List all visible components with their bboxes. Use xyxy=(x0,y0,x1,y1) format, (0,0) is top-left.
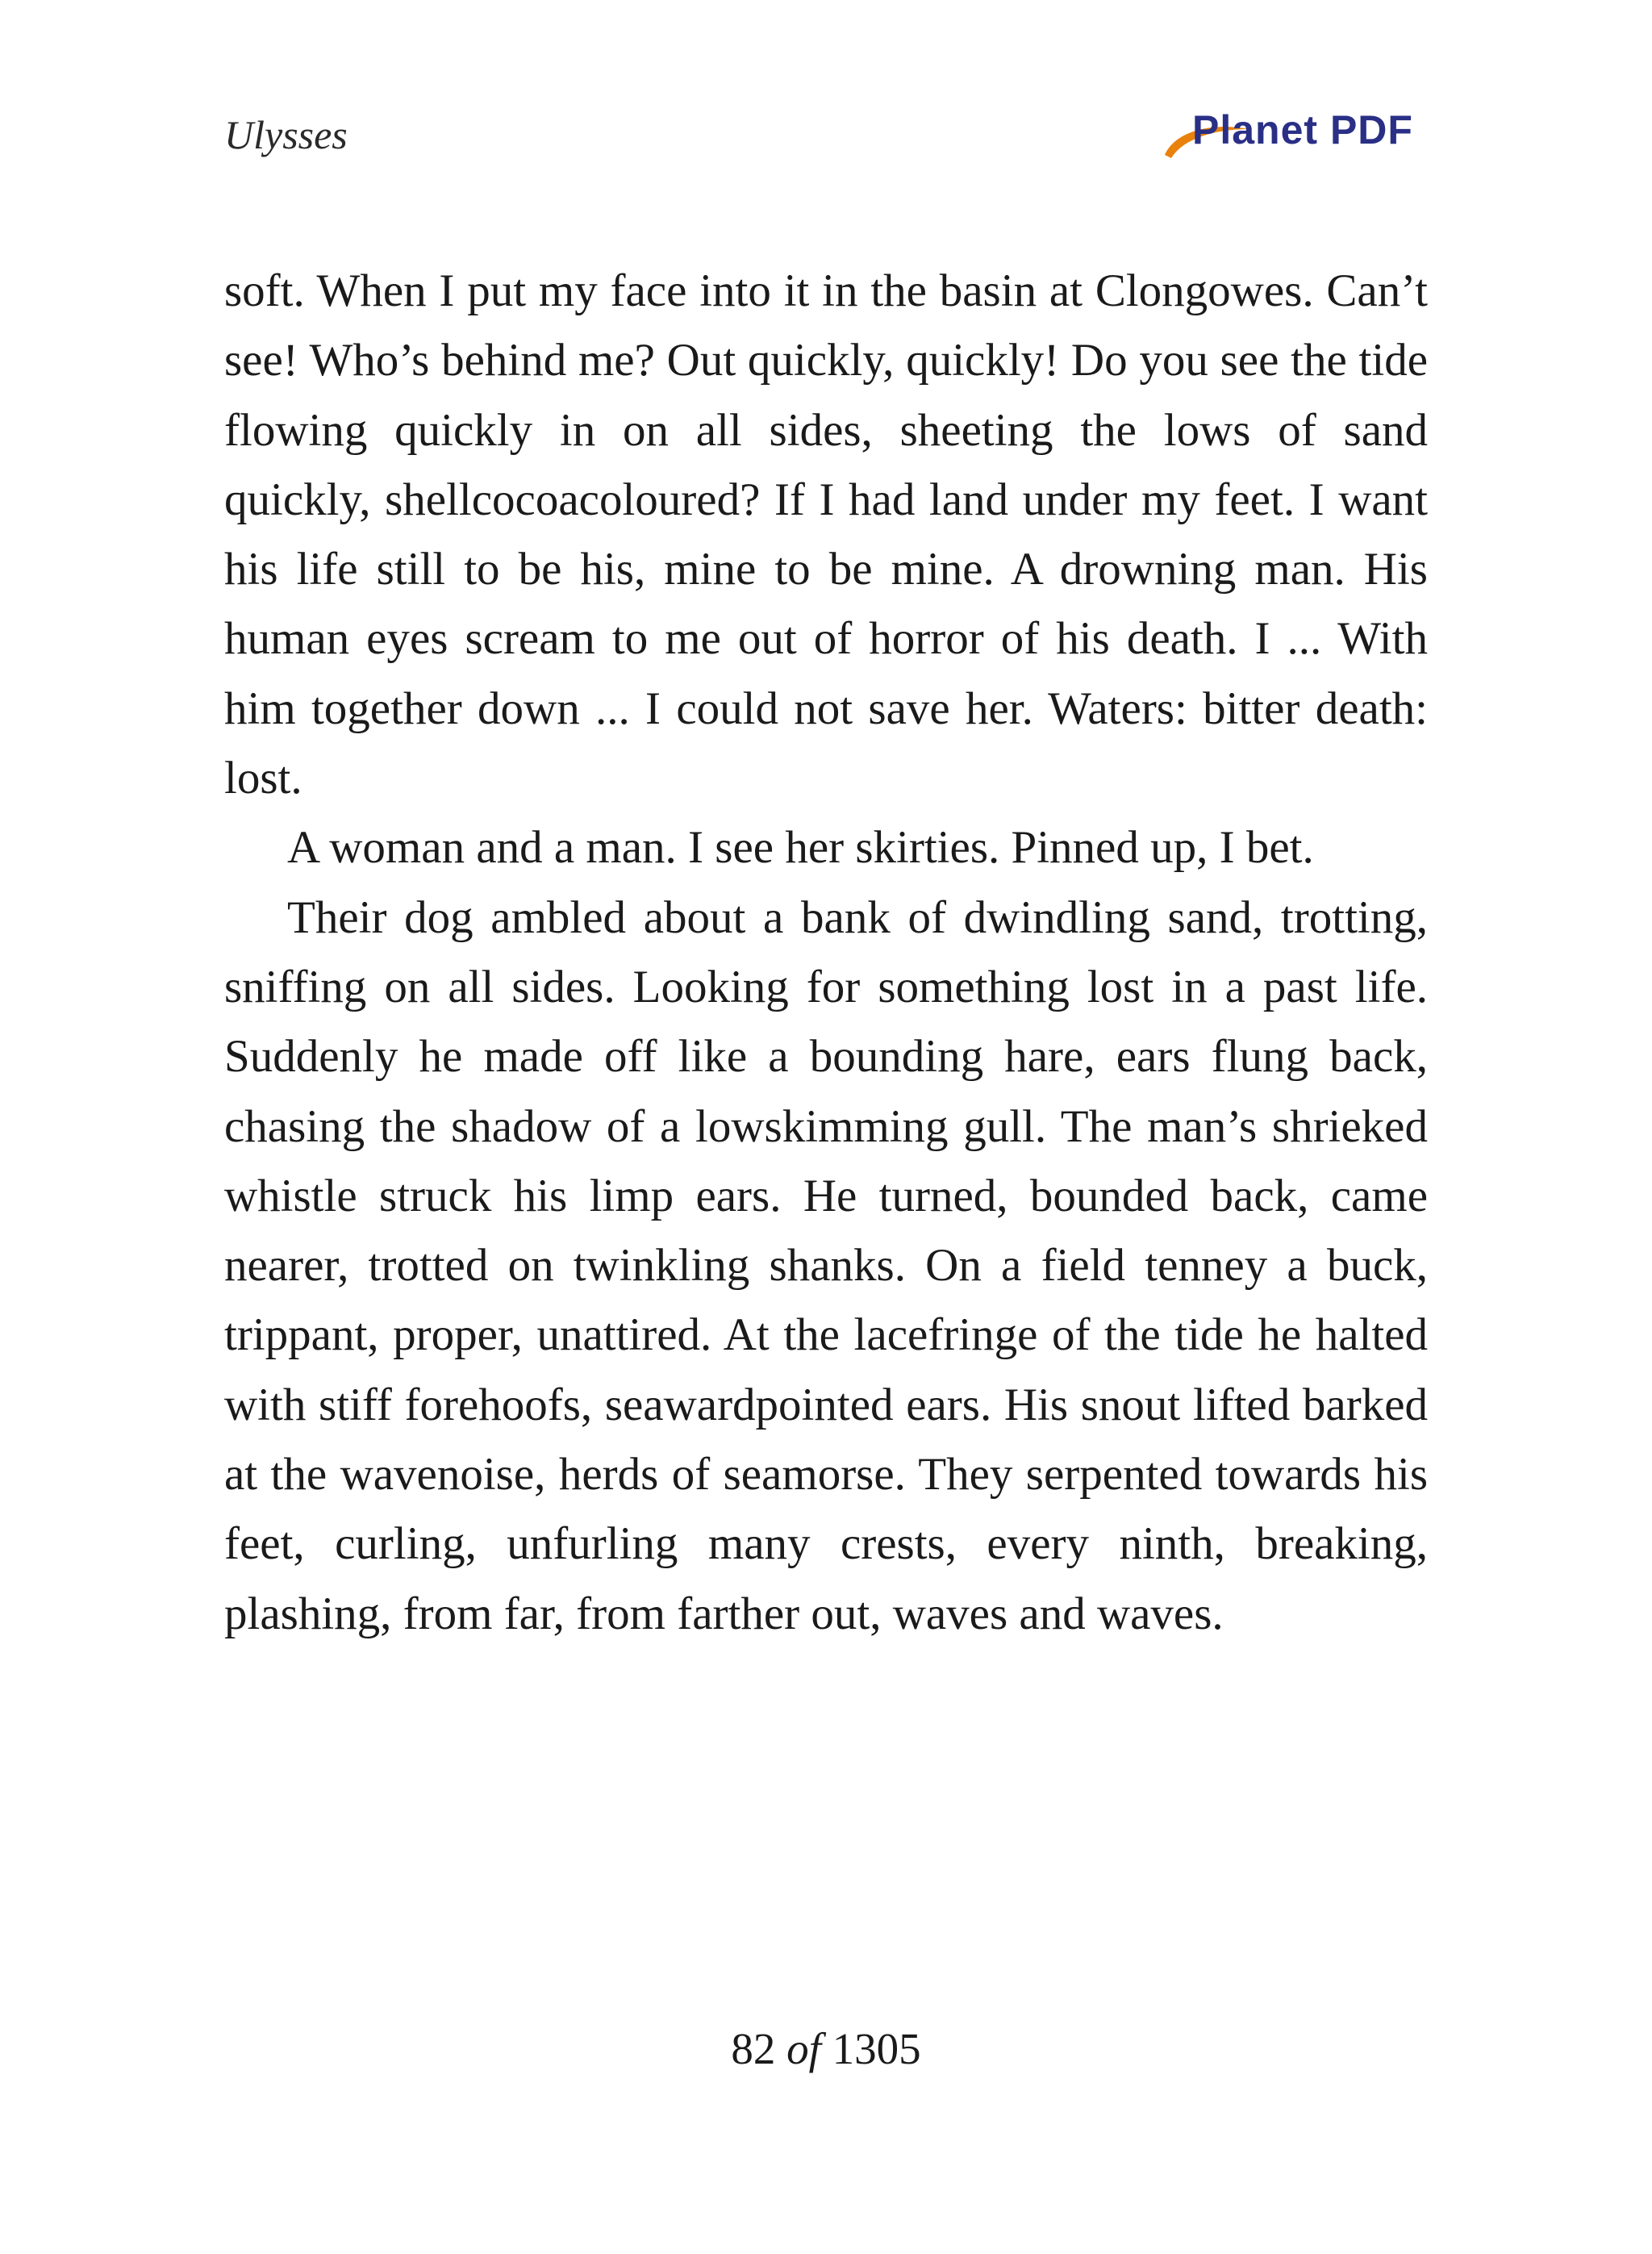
chapter-text xyxy=(224,257,1428,1649)
paragraph-continued: soft. When I put my face into it in the basin at Clongowes. Can’t see! Who’s behind me? Out quickly, quickly! Do you see the tide flowing quickly in on all sides, sheeting the lows of sand quickly, shellcocoacoloured? If I had land under my feet. I want his life still to be his, mine to be mine. A drowning man. His human eyes scream to me out of horror of his death. I ... With him together down ... I could not save her. Waters: bitter death: lost. xyxy=(224,265,1428,804)
current-page: 82 xyxy=(731,2024,776,2073)
paragraph: Their dog ambled about a bank of dwindling sand, trotting, sniffing on all sides. Looking for something lost in a past life. Suddenly he made off like a bounding hare, ears flung back, chasing the shadow of a lowskimming gull. The man’s shrieked whistle struck his limp ears. He turned, bounded back, came nearer, trotted on twinkling shanks. On a field tenney a buck, trippant, proper, unattired. At the lacefringe of the tide he halted with stiff forehoofs, seawardpointed ears. His snout lifted barked at the wavenoise, herds of seamorse. They serpented towards his feet, curling, unfurling many crests, every ninth, breaking, plashing, from far, from farther out, waves and waves. xyxy=(224,891,1428,1639)
of-label: of xyxy=(786,2024,821,2073)
book-title: Ulysses xyxy=(224,112,348,157)
total-pages: 1305 xyxy=(832,2024,921,2073)
page-header xyxy=(224,105,1428,177)
page-number xyxy=(0,2023,1652,2074)
logo-text: Planet PDF xyxy=(1192,107,1413,152)
paragraph: A woman and a man. I see her skirties. Pinned up, I bet. xyxy=(287,822,1314,874)
planet-pdf-logo xyxy=(1160,105,1434,169)
